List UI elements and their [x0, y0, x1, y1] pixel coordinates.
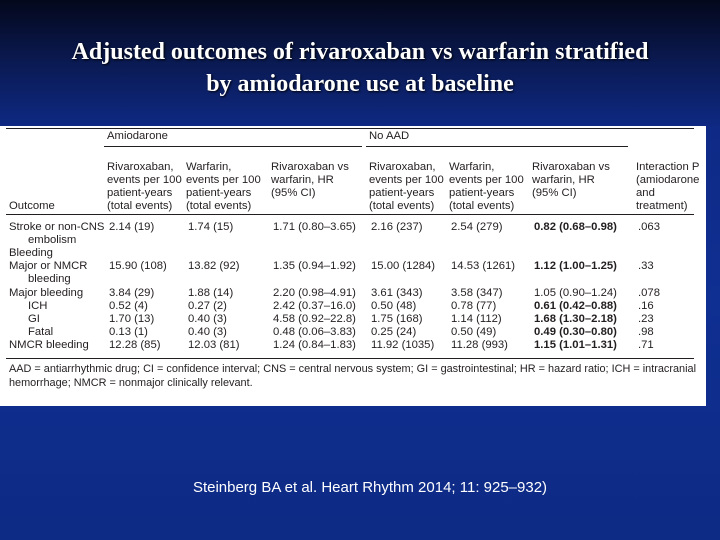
col-header-amio-warfarin-line: Warfarin, — [186, 161, 232, 173]
cell-noaad-warfarin: 0.78 (77) — [451, 299, 497, 312]
row-outcome-label: embolism — [28, 234, 77, 247]
col-header-noaad-rivaroxaban-line: Rivaroxaban, — [369, 161, 436, 173]
col-header-interaction-p-line: and — [636, 187, 655, 199]
cell-amio-warfarin: 1.88 (14) — [188, 286, 234, 299]
col-header-amio-warfarin-line: patient-years — [186, 187, 252, 199]
cell-noaad-rivaroxaban: 11.92 (1035) — [371, 338, 435, 351]
table-panel — [0, 126, 706, 406]
cell-amio-rivaroxaban: 0.13 (1) — [109, 325, 148, 338]
group-label-no-aad: No AAD — [369, 130, 410, 142]
cell-noaad-hr: 1.15 (1.01–1.31) — [534, 338, 617, 351]
cell-noaad-rivaroxaban: 2.16 (237) — [371, 221, 423, 233]
outcomes-table — [6, 126, 700, 406]
cell-noaad-hr: 1.68 (1.30–2.18) — [534, 312, 617, 325]
col-header-amio-hr-line: warfarin, HR — [271, 174, 334, 186]
rule-top — [6, 128, 694, 129]
col-header-noaad-hr-line: Rivaroxaban vs — [532, 161, 610, 173]
col-header-noaad-warfarin-line: Warfarin, — [449, 161, 495, 173]
cell-noaad-warfarin: 2.54 (279) — [451, 221, 503, 233]
col-header-outcome: Outcome — [9, 200, 55, 212]
col-header-noaad-rivaroxaban-line: patient-years — [369, 187, 435, 199]
col-header-amio-rivaroxaban-line: (total events) — [107, 200, 173, 212]
row-outcome-label: NMCR bleeding — [9, 338, 89, 351]
col-header-amio-hr-line: (95% CI) — [271, 187, 316, 199]
cell-amio-rivaroxaban: 0.52 (4) — [109, 299, 148, 312]
col-header-amio-rivaroxaban-line: Rivaroxaban, — [107, 161, 174, 173]
cell-interaction-p: .078 — [638, 286, 660, 299]
rule-group-amiodarone — [104, 146, 362, 147]
col-header-noaad-warfarin-line: events per 100 — [449, 174, 524, 186]
row-outcome-label: Major bleeding — [9, 286, 84, 299]
col-header-noaad-warfarin-line: patient-years — [449, 187, 515, 199]
row-outcome-label: ICH — [28, 299, 48, 312]
cell-interaction-p: .98 — [638, 325, 654, 338]
cell-noaad-hr: 0.61 (0.42–0.88) — [534, 299, 617, 312]
col-header-noaad-rivaroxaban-line: (total events) — [369, 200, 435, 212]
cell-amio-hr: 1.24 (0.84–1.83) — [273, 338, 356, 351]
cell-amio-hr: 1.35 (0.94–1.92) — [273, 260, 356, 273]
cell-amio-rivaroxaban: 2.14 (19) — [109, 221, 155, 233]
col-header-amio-warfarin-line: events per 100 — [186, 174, 261, 186]
cell-noaad-warfarin: 1.14 (112) — [451, 312, 502, 325]
row-outcome-label: Stroke or non-CNS — [9, 221, 105, 233]
cell-amio-warfarin: 0.40 (3) — [188, 325, 227, 338]
row-outcome-label: Bleeding — [9, 247, 53, 260]
col-header-amio-rivaroxaban-line: patient-years — [107, 187, 173, 199]
col-header-interaction-p-line: Interaction P — [636, 161, 700, 173]
cell-noaad-warfarin: 11.28 (993) — [451, 338, 508, 351]
footnote-line-2: hemorrhage; NMCR = nonmajor clinically relevant. — [9, 377, 253, 389]
cell-interaction-p: .33 — [638, 260, 654, 273]
cell-noaad-rivaroxaban: 15.00 (1284) — [371, 260, 436, 273]
cell-interaction-p: .23 — [638, 312, 654, 325]
cell-amio-warfarin: 0.27 (2) — [188, 299, 227, 312]
group-label-amiodarone: Amiodarone — [107, 130, 168, 142]
col-header-interaction-p-line: (amiodarone — [636, 174, 700, 186]
cell-amio-hr: 2.20 (0.98–4.91) — [273, 286, 356, 299]
cell-amio-warfarin: 1.74 (15) — [188, 221, 234, 233]
footnote-line-1: AAD = antiarrhythmic drug; CI = confidence interval; CNS = central nervous system; GI = gastrointestinal; HR = hazard ratio; ICH = intracranial — [9, 363, 697, 375]
cell-noaad-rivaroxaban: 1.75 (168) — [371, 312, 423, 325]
cell-amio-hr: 2.42 (0.37–16.0) — [273, 299, 356, 312]
title-line-2: by amiodarone use at baseline — [206, 71, 514, 97]
cell-interaction-p: .71 — [638, 338, 654, 351]
cell-amio-warfarin: 0.40 (3) — [188, 312, 227, 325]
cell-amio-rivaroxaban: 3.84 (29) — [109, 286, 155, 299]
rule-header-bottom — [6, 214, 694, 215]
cell-amio-hr: 4.58 (0.92–22.8) — [273, 312, 356, 325]
col-header-noaad-warfarin-line: (total events) — [449, 200, 515, 212]
cell-noaad-hr: 1.05 (0.90–1.24) — [534, 286, 617, 299]
citation: Steinberg BA et al. Heart Rhythm 2014; 11: 925–932) — [192, 479, 548, 496]
col-header-noaad-hr-line: (95% CI) — [532, 187, 577, 199]
cell-noaad-warfarin: 14.53 (1261) — [451, 260, 516, 273]
col-header-noaad-hr-line: warfarin, HR — [532, 174, 595, 186]
cell-amio-hr: 0.48 (0.06–3.83) — [273, 325, 356, 338]
cell-amio-rivaroxaban: 12.28 (85) — [109, 338, 161, 351]
cell-amio-rivaroxaban: 1.70 (13) — [109, 312, 155, 325]
cell-noaad-warfarin: 0.50 (49) — [451, 325, 497, 338]
col-header-interaction-p-line: treatment) — [636, 200, 688, 212]
cell-noaad-hr: 0.49 (0.30–0.80) — [534, 325, 617, 338]
title-line-1: Adjusted outcomes of rivaroxaban vs warfarin stratified — [71, 39, 649, 65]
row-outcome-label: Fatal — [28, 325, 54, 338]
cell-noaad-rivaroxaban: 0.25 (24) — [371, 325, 417, 338]
cell-noaad-hr: 1.12 (1.00–1.25) — [534, 260, 617, 273]
col-header-amio-rivaroxaban-line: events per 100 — [107, 174, 182, 186]
col-header-noaad-rivaroxaban-line: events per 100 — [369, 174, 444, 186]
cell-interaction-p: .16 — [638, 299, 654, 312]
col-header-amio-warfarin-line: (total events) — [186, 200, 252, 212]
cell-noaad-warfarin: 3.58 (347) — [451, 286, 503, 299]
rule-body-bottom — [6, 358, 694, 359]
slide-title — [0, 36, 720, 100]
cell-noaad-rivaroxaban: 0.50 (48) — [371, 299, 417, 312]
row-outcome-label: GI — [28, 312, 40, 325]
cell-amio-rivaroxaban: 15.90 (108) — [109, 260, 167, 273]
cell-noaad-rivaroxaban: 3.61 (343) — [371, 286, 423, 299]
rule-group-no-aad — [366, 146, 628, 147]
cell-amio-warfarin: 13.82 (92) — [188, 260, 240, 273]
cell-interaction-p: .063 — [638, 221, 660, 233]
row-outcome-label: bleeding — [28, 273, 71, 286]
cell-noaad-hr: 0.82 (0.68–0.98) — [534, 221, 617, 233]
row-outcome-label: Major or NMCR — [9, 260, 88, 273]
cell-amio-hr: 1.71 (0.80–3.65) — [273, 221, 356, 233]
cell-amio-warfarin: 12.03 (81) — [188, 338, 240, 351]
col-header-amio-hr-line: Rivaroxaban vs — [271, 161, 349, 173]
